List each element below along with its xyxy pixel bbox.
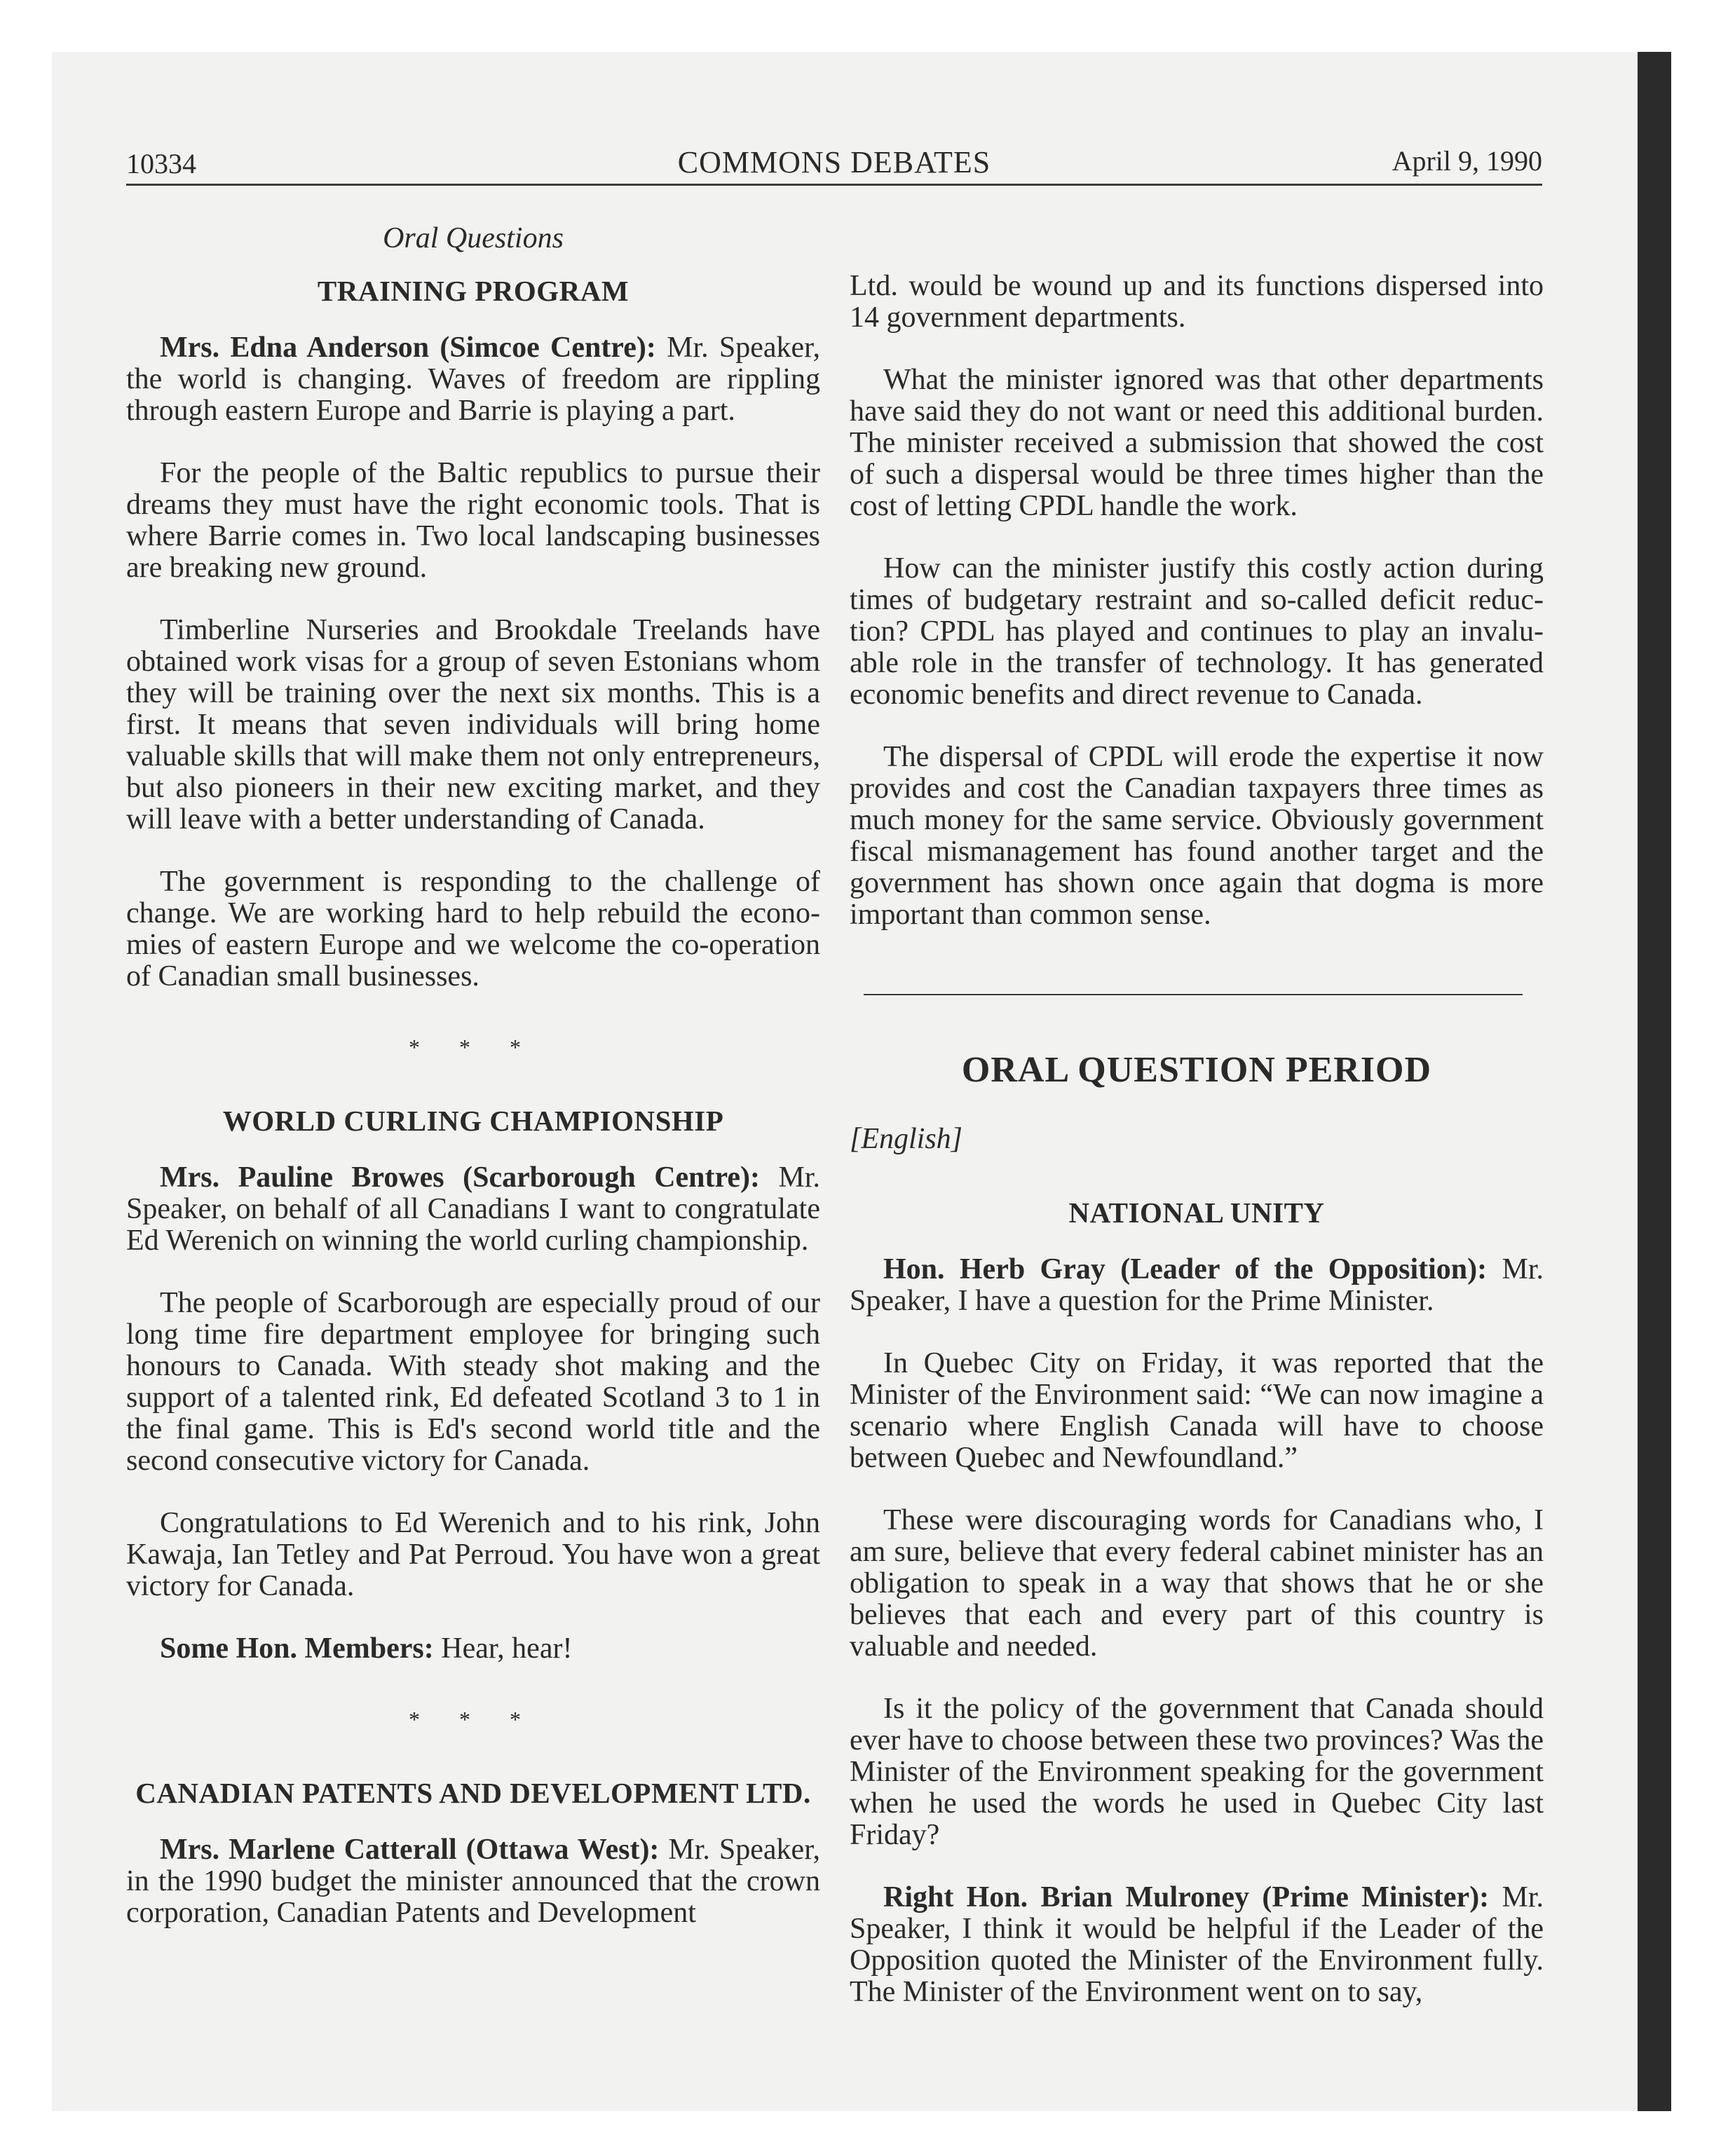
heading-oral-question-period: ORAL QUESTION PERIOD xyxy=(961,1050,1432,1090)
paragraph: Right Hon. Brian Mulroney (Prime Minister): Mr. Speaker, I think it would be helpful if the Leader of the Opposition quoted the Minister of the Environment fully. The Minister of the Environment went on to say, xyxy=(850,1881,1544,2008)
paragraph: For the people of the Baltic republics to pursue their dreams they must have the right economic tools. That is where Barrie comes in. Two local landscaping businesses are breaking new ground. xyxy=(126,457,820,584)
paragraph: Some Hon. Members: Hear, hear! xyxy=(160,1632,573,1665)
paragraph: Timberline Nurseries and Brookdale Treelands have obtained work visas for a group of seven Estonians whom they will be training over the next six months. This is a first. It means that seven individuals will bring home valuable skills that will make them not only entrepreneurs, but also pioneers in their new exciting market, and they will leave with a better understanding of Canada. xyxy=(126,614,820,835)
paragraph: The government is responding to the challenge of change. We are working hard to help rebuild the economies of eastern Europe and we welcome the co-operation of Canadian small businesses. xyxy=(126,866,820,992)
speaker-name: Right Hon. Brian Mulroney (Prime Minister): xyxy=(883,1881,1490,1913)
paragraph: Congratulations to Ed Werenich and to his rink, John Kawaja, Ian Tetley and Pat Perroud. You have won a great victory for Canada. xyxy=(126,1507,820,1602)
section-label: Oral Questions xyxy=(383,222,564,254)
speaker-name: Mrs. Edna Anderson (Simcoe Centre): xyxy=(160,332,656,364)
paragraph: Hon. Herb Gray (Leader of the Opposition): Mr. Speaker, I have a question for the Prime Minister. xyxy=(850,1253,1544,1317)
page-header xyxy=(126,140,1542,182)
paragraph: Mrs. Edna Anderson (Simcoe Centre): Mr. Speaker, the world is changing. Waves of freedom are rippling through eastern Europe and Barrie is playing a part. xyxy=(126,332,820,427)
paragraph: Mrs. Marlene Catterall (Ottawa West): Mr. Speaker, in the 1990 budget the minister announced that the crown corporation, Canadian Patents and Development xyxy=(126,1834,820,1929)
paragraph: How can the minister justify this costly action during times of budgetary restraint and so-called deficit reduction? CPDL has played and continues to play an invaluable role in the transfer of technology. It has generated economic benefits and direct revenue to Canada. xyxy=(850,552,1544,711)
paragraph: These were discouraging words for Canadians who, I am sure, believe that every federal cabinet minister has an obligation to speak in a way that shows that he or she believes that each and every part of this country is valuable and needed. xyxy=(850,1504,1544,1663)
speaker-name: Hon. Herb Gray (Leader of the Opposition): xyxy=(883,1253,1488,1285)
heading-national-unity: NATIONAL UNITY xyxy=(1068,1196,1325,1229)
speaker-name: Mrs. Marlene Catterall (Ottawa West): xyxy=(160,1834,660,1866)
paragraph: The people of Scarborough are especially proud of our long time fire department employee for bringing such honours to Canada. With steady shot making and the support of a talented rink, Ed defeated Scotland 3 to 1 in the final game. This is Ed's second world title and the second consecutive victory for Canada. xyxy=(126,1287,820,1477)
page-date: April 9, 1990 xyxy=(1392,145,1542,177)
left-column xyxy=(126,210,820,1960)
paragraph: In Quebec City on Friday, it was reported that the Minister of the Environment said: “We can now imagine a scenario where English Canada will have to choose between Quebec and Newfoundland.” xyxy=(850,1347,1544,1474)
header-rule xyxy=(126,184,1542,186)
scan-edge-bar xyxy=(1638,52,1671,2111)
section-separator: * * * xyxy=(409,1035,538,1060)
heading-canadian-patents: CANADIAN PATENTS AND DEVELOPMENT LTD. xyxy=(135,1777,811,1809)
page-number: 10334 xyxy=(126,148,196,179)
right-column xyxy=(850,210,1544,2039)
language-marker: [English] xyxy=(850,1123,963,1155)
speaker-name: Mrs. Pauline Browes (Scarborough Centre): xyxy=(160,1161,761,1194)
paragraph: Is it the policy of the government that Canada should ever have to choose between these two provinces? Was the Minister of the Environment speaking for the government when he used the words he used in Quebec City last Friday? xyxy=(850,1693,1544,1851)
paragraph: The dispersal of CPDL will erode the expertise it now provides and cost the Canadian taxpayers three times as much money for the same service. Obviously government fiscal mismanagement has found another target and the government has shown once again that dogma is more important than common sense. xyxy=(850,741,1544,931)
heading-training-program: TRAINING PROGRAM xyxy=(317,275,630,307)
paragraph: What the minister ignored was that other departments have said they do not want or need this additional burden. The minister received a submission that showed the cost of such a dispersal would be three times higher than the cost of letting CPDL handle the work. xyxy=(850,364,1544,522)
paragraph: Mrs. Pauline Browes (Scarborough Centre): Mr. Speaker, on behalf of all Canadians I want to congratulate Ed Werenich on winning the world curling championship. xyxy=(126,1161,821,1257)
heading-world-curling: WORLD CURLING CHAMPIONSHIP xyxy=(222,1105,724,1137)
publication-title: COMMONS DEBATES xyxy=(677,145,991,179)
section-rule xyxy=(864,994,1523,995)
speaker-name: Some Hon. Members: xyxy=(160,1632,434,1665)
paragraph: Ltd. would be wound up and its functions dispersed into 14 government departments. xyxy=(850,270,1544,334)
section-separator: * * * xyxy=(409,1707,538,1732)
